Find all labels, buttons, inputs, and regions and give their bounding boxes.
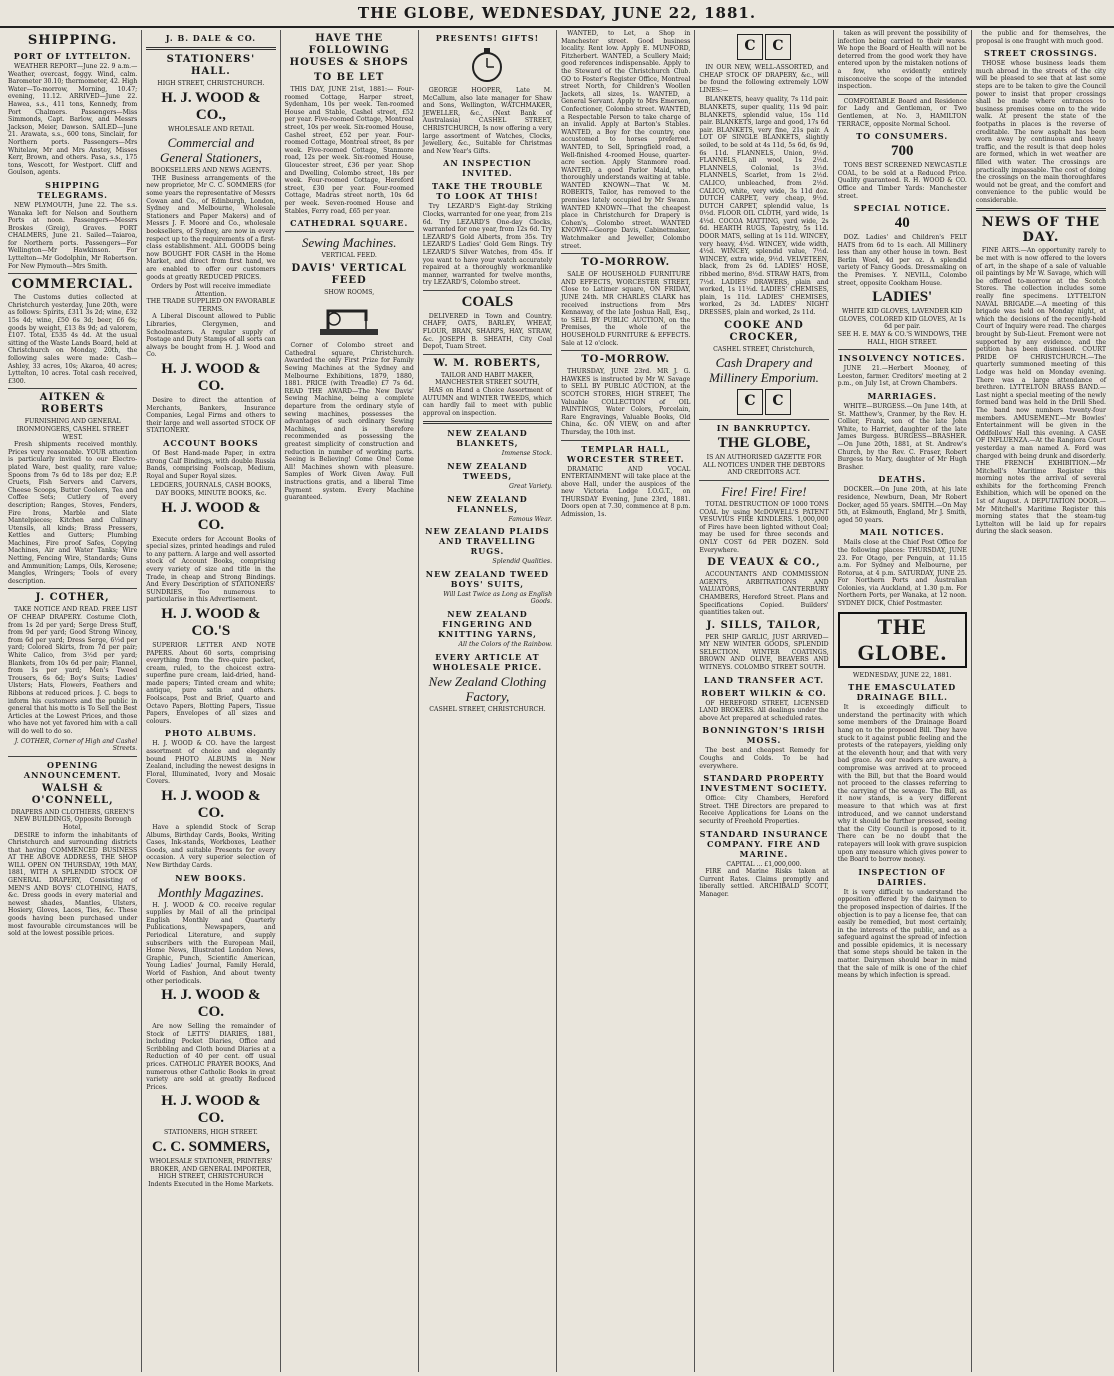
aitken-text: Fresh shipments received monthly. Prices very reasonable. YOUR attention is particularly invited to our Electro-plated Ware, best quality, rare value; Spoons from 7s 6d to 18s per doz; E.P. Cruets, Fish Servers and Carvers, Cheese Scoops, Butter Coolers, Tea and Coffee Sets; Cutlery of every description; Ranges, Stoves, Fenders, Fire Irons, Marble and Slate Mantelpieces; Kitchen and Culinary Utensils, all kinds; Brass Pressers, Kettles and Gutters; Plumbing Machines, Fire proof Safes, Copying Machines, Air and Water Tanks; Wire Netting, Fencing Wire, Standards; Guns and Ammunition; Lamps, Oils, Kerosene; Mangles, Wringers; Tools of every description. bbox=[8, 441, 138, 585]
booksellers-line: BOOKSELLERS AND NEWS AGENTS. bbox=[150, 167, 272, 175]
aitken-subheading: FURNISHING AND GENERAL IRONMONGERS, CASHEL STREET WEST. bbox=[16, 418, 129, 441]
showrooms-line: SHOW ROOMS, bbox=[324, 288, 375, 296]
houses-heading: HAVE THE FOLLOWING HOUSES & SHOPS bbox=[289, 33, 409, 68]
sills-heading: J. SILLS, TAILOR, bbox=[706, 619, 822, 631]
divider bbox=[561, 350, 690, 351]
roberts-subheading: TAILOR AND HABIT MAKER, MANCHESTER STREET SOUTH, bbox=[435, 371, 540, 387]
comfortable-board-ad: COMFORTABLE Board and Residence for Lady and Gentleman, or Two Gentlemen, at No. 3, HAMILTON TERRACE, opposite Normal School. bbox=[837, 97, 967, 128]
nz-plaids-heading: NEW ZEALAND PLAIDS AND TRAVELLING RUGS. bbox=[425, 526, 550, 557]
sewing-text: Corner of Colombo street and Cathedral square, Christchurch. Awarded the only First Prize for Family Sewing Machines at the Sydney and Melbourne Exhibitions, 1879, 1880, 1881. PRICE (with Treadle) £7 7s 6d. READ THE AWARD—The New Davis' Sewing Machine, being a complete departure from the ordinary style of sewing machines, possesses the advantages of such ordinary Sewing Machines, and is therefore recommended as possessing the greatest simplicity of construction and reduction in number of working parts. Seeing is Believing! Come One! Come All! Machines shown with pleasure. Samples of Work Given Away. Full instructions gratis, and a liberal Time Payment system. Every Machine guaranteed. bbox=[284, 342, 414, 502]
drainage-heading: THE EMASCULATED DRAINAGE BILL. bbox=[848, 682, 957, 703]
wood2-text: Desire to direct the attention of Merchants, Bankers, Insurance Companies, Legal Firms and others to their large and well assorted STOCK OF STATIONERY. bbox=[146, 397, 276, 435]
new-books-heading: NEW BOOKS. bbox=[175, 872, 247, 883]
walsh-text: DESIRE to inform the inhabitants of Christchurch and surrounding districts that having COMMENCED BUSINESS AT THE ABOVE ADDRESS, THE SHOP WILL OPEN ON THURSDAY, 19th MAY, 1881, WITH A SPLENDID STOCK OF GENERAL DRAPERY, Consisting of MEN'S AND BOYS' CLOTHING, HATS, &c. Dress goods in every material and newest shades, Mantles, Ulsters, Hosiery, Gloves, Laces, Ties, &c. These goods having been purchased under most favourable circumstances will be sold at the lowest possible prices. bbox=[8, 831, 138, 938]
divider bbox=[561, 440, 690, 441]
templar-hall-text: DRAMATIC AND VOCAL ENTERTAINMENT will take place at the above Hall, under the auspices of the new Victoria Lodge I.O.G.T., on THURSDAY Evening, June 23rd, 1881. Doors open at 7.30, commence at 8 p.m. Admission, 1s. bbox=[561, 465, 691, 519]
clothing-factory-heading: New Zealand Clothing Factory, bbox=[428, 673, 547, 704]
divider bbox=[285, 231, 414, 232]
wood7-subheading: STATIONERS, HIGH STREET. bbox=[164, 1129, 258, 1137]
sommers-heading: C. C. SOMMERS, bbox=[151, 1139, 270, 1156]
divider bbox=[838, 349, 967, 350]
opening-heading: OPENING ANNOUNCEMENT. bbox=[23, 759, 122, 780]
wanted-text: WANTED, to Let, a Shop in Manchester street. Good business locality. Rent low. Apply E. MUNFORD, Fitzherbert. WANTED, a Scullery Maid; good references indispensable. Apply to the Steward of the Christchurch Club. GO to Foster's Register Office, Montreal street North, for Children's Woollen Jackets, all sizes, 1s. WANTED, a General Servant. Apply to Mrs Emerson, Confectioner, Colombo street. WANTED, a Respectable Person to take charge of an invalid. Apply at Barton's Stables. WANTED, a Boy for the country, one accustomed to horses preferred. WANTED, to Sell, Springfield road, a Well-finished 4-roomed House, quarter-acre section. Apply Stanmore road. WANTED, a good Parlor Maid, who thoroughly understands waiting at table. WANTED KNOWN—That W. M. ROBERTS, Tailor, has removed to the premises lately occupied by Mr Swann. WANTED KNOWN—That the cheapest place in Christchurch for Drapery is Cohen's, Colombo street. WANTED KNOWN—George Davis, Cabinetmaker, Watchmaker and Jeweller, Colombo street. bbox=[561, 30, 691, 250]
drainage-text: It is exceedingly difficult to understand the pertinacity with which some members of the Drainage Board hang on to the proposed Bill. They have stuck to it against public feeling and the protests of the ratepayers, yielding only at the eleventh hour, and that with very bad grace. As our readers are aware, a compromise was arrived at to proceed with the Bill, but that the Board would not proceed to the classes referring to the carrying of the sewage. The Bill, as it now stands, is a very different measure to that which was at first introduced, and we cannot understand why it should be further pressed, seeing that the City Council is opposed to it. There can be no doubt that the ratepayers will look with grave suspicion upon any measure which gives power to the Board to borrow money. bbox=[837, 704, 967, 864]
sommers-subheading: WHOLESALE STATIONER, PRINTERS' BROKER, AND GENERAL IMPORTER, HIGH STREET, CHRISTCHURCH bbox=[149, 1158, 273, 1181]
commercial-heading: COMMERCIAL. bbox=[11, 277, 134, 293]
nz-boys-suits-heading: NEW ZEALAND TWEED BOYS' SUITS, bbox=[425, 568, 550, 589]
divider bbox=[561, 253, 690, 254]
vertical-feed-line: VERTICAL FEED. bbox=[321, 252, 377, 260]
nz-blankets-sub: Immense Stock. bbox=[501, 450, 553, 458]
cother-text: TAKE NOTICE AND READ. FREE LIST OF CHEAP DRAPERY. Costume Cloth, from 1s 2d per yard; Serge Dress Stuff, from 9d per yard; Good Strong Wincey, from 6d per yard; Dress Serge, 6½d per yard; Colored Skirts, from 7d per pair; White Calico, from 3½d per yard; Blankets, from 10s 6d per pair; Flannel, from 1s per yard; Men's Tweed Trousers, 6s 6d; Boy's Suits; Ladies' Ulsters; Hats, Flowers, Feathers and Ribbons at reduced prices. J. C. begs to inform his customers and the public in general that his motto is To Sell the Best Articles at the Lowest Prices, and those who have not yet favored him with a call will do well to do so. bbox=[8, 606, 138, 735]
wood5-heading: H. J. WOOD & CO. bbox=[161, 788, 261, 821]
divider bbox=[699, 419, 828, 420]
cc-logo-letter: C bbox=[765, 389, 791, 415]
insolvency-text: JUNE 21.—Herbert Mooney, of Leeston, farmer. Creditors' meeting at 2 p.m., on July 1st, at Crown Chambers. bbox=[837, 365, 967, 388]
globe-title: THE GLOBE. bbox=[838, 612, 967, 668]
sewing-machines-heading: Sewing Machines. bbox=[301, 235, 397, 251]
columns bbox=[4, 30, 1110, 1372]
hooper-text: GEORGE HOOPER, Late M. McCallum, also late manager for Shaw and Sons, Wellington, WATCHMAKER, JEWELLER, &c., (Next Bank of Australasia) CASHEL STREET, CHRISTCHURCH, Is now offering a very large assortment of Watches, Clocks, Jewellery, &c., Suitable for Christmas and New Year's Gifts. bbox=[422, 87, 553, 155]
taken-text: taken as will prevent the possibility of infection being carried to their wares. We hope the Board of Health will not be deterred from the good work they have entered upon by the mistaken notions of a few, who evidently entirely misconceive the scope of the intended inspection. bbox=[837, 30, 967, 91]
to-be-let-heading: TO BE LET bbox=[314, 72, 385, 83]
column-3 bbox=[281, 30, 419, 1372]
templar-hall-heading: TEMPLAR HALL, WORCESTER STREET. bbox=[566, 443, 685, 464]
cc-logo-letter: C bbox=[737, 34, 763, 60]
wood5-text: Have a splendid Stock of Scrap Albums, Birthday Cards, Books, Writing Cases, Ink-stands, Workboxes, Leather Goods, and suitable Presents for every occasion. A very superior selection of New Birthday Cards. bbox=[146, 824, 276, 869]
divider bbox=[838, 94, 967, 95]
trade-text: A Liberal Discount allowed to Public Libraries, Clergymen, and Schoolmasters. A regular supply of Postage and Duty Stamps of all sorts can always be bought from H. J. Wood and Co. bbox=[146, 313, 276, 359]
dairies-text: It is very difficult to understand the opposition offered by the dairymen to the proposed inspection of dairies. If the objection is to pay a license fee, that can easily be remedied, but most certainly, in the interests of the public, and as a safeguard against the spread of infection and possible epidemics, it is necessary that some steps should be taken in the matter. Dairymen should bear in mind that the sale of milk is one of the chief means by which infection is spread. bbox=[837, 888, 967, 980]
commercial-text: The Customs duties collected at Christchurch yesterday, June 20th, were as follows: Spirits, £311 3s 2d; wine, £32 15s 4d; wine, £50 6s 3d; beer, £6 6s; goods by weight, £13 8s 9d; ad valorem, £107. Total, £535 4s 4d. At the usual sitting of the Waste Lands Board, held at Christchurch on Monday, 20th, the following sales were made: Cash—Ashley, 33 acres, 10s; Akaroa, 40 acres; Lyttelton, 10 acres. Total cash received, £300. bbox=[8, 294, 138, 385]
new-stock-intro: IN OUR NEW, WELL-ASSORTED, and CHEAP STOCK OF DRAPERY, &c., will be found the following extremely LOW LINES:— bbox=[699, 64, 829, 94]
shipping-heading: SHIPPING. bbox=[27, 33, 118, 48]
wood6-heading: H. J. WOOD & CO. bbox=[161, 987, 261, 1021]
photo-albums-text: H. J. WOOD & CO. have the largest assortment of choice and elegantly bound PHOTO ALBUMS in New Zealand, including the newest designs in Floral, Illuminated, Ivory and Mosaic Covers. bbox=[146, 740, 276, 786]
nz-yarns-sub: All the Colors of the Rainbow. bbox=[458, 640, 553, 648]
sewing-machine-illustration bbox=[285, 299, 414, 339]
stationers-address: HIGH STREET, CHRISTCHURCH. bbox=[157, 80, 265, 87]
divider bbox=[976, 208, 1106, 211]
divider bbox=[146, 47, 275, 50]
column-7 bbox=[834, 30, 972, 1372]
wood4-text: SUPERIOR LETTER AND NOTE PAPERS. About 60 sorts, comprising everything from the five-quire packet, cream, ruled, to the choicest extra-superfine pure cream, laid-dried, hand-made papers; Tinted cream and white; antique, pure satin and others. Foolscaps, Post and Brief, Quarto and Octavo Papers, Blotting Papers, Tissue Papers, Envelopes of all sizes and colours. bbox=[146, 641, 276, 725]
street-crossings-text: THOSE whose business leads them much abroad in the streets of the city will be pleased to see that at last some steps are to be taken to give the Council power to insist that proper crossings shall be made where entrances to business premises come on to the wide walk. At present the state of the footpaths in places is the reverse of creditable. The new asphalt has been worn away by continuous and heavy traffic, and the result is that deep holes are formed, which in wet weather are filled with water. The crossings are practically impassable. The cost of doing the crossings on the main thoroughfares would not be great, and the comfort and convenience to the public would be considerable. bbox=[975, 60, 1106, 204]
mail-notices-heading: MAIL NOTICES. bbox=[859, 527, 945, 538]
news-of-the-day-text: FINE ARTS.—An opportunity rarely to be met with is now offered to the lovers of art, in the shape of a sale of valuable oil paintings by Mr W. Savage, which will be offered to-morrow at the Scotch Stores. The collection includes some really fine specimens. LYTTELTON NAVAL BRIGADE.—A meeting of this brigade was held on Monday night, at which the decisions of the recently-held Court of Inquiry were read. The charges brought by Sub-Lieut. Fremont were not supported by any evidence, and the petition has been dismissed. COURT PRIDE OF CHRISTCHURCH.—The quarterly summoned meeting of this Lodge was held on Monday evening. There was a large attendance of brethren. LYTTELTON BRASS BAND.—Last night a special meeting of the newly formed band was held in the Drill Shed. The band now numbers twenty-four members. AMUSEMENT.—Mr Bowles' Entertainment will be given in the Oddfellows' Hall this evening. A CASE OF INFLUENZA.—At the Rangiora Court yesterday a man named A. Ford was charged with being drunk and disorderly. THE FRENCH EXHIBITION.—Mr Mitchell's Maritime Register this morning notes the arrival of several exhibits for the forthcoming French Exhibition, which will be opened on the 1st of August. A DEPUTATION DOOR.—Mr Mitchell's Maritime Register this morning states that the steam-tug Lyttelton will be laid up for repairs during the slack season. bbox=[975, 247, 1106, 536]
to-morrow-2-heading: TO-MORROW. bbox=[581, 354, 671, 366]
every-article-line: EVERY ARTICLE AT WHOLESALE PRICE. bbox=[432, 651, 543, 672]
inspection-invited: AN INSPECTION INVITED. bbox=[443, 158, 532, 179]
presents-heading: PRESENTS! GIFTS! bbox=[435, 33, 540, 43]
masthead: THE GLOBE, WEDNESDAY, JUNE 22, 1881. bbox=[0, 4, 1114, 28]
coals-text: DELIVERED in Town and Country. CHAFF, OATS, BARLEY, WHEAT, FLOUR, BRAN, SHARPS, HAY, STRAW, &c. JOSEPH B. SHEATH, City Coal Depot, Tuam Street. bbox=[422, 312, 553, 351]
monthly-magazines-heading: Monthly Magazines. bbox=[157, 884, 264, 900]
nz-tweeds-heading: NEW ZEALAND TWEEDS, bbox=[447, 461, 528, 481]
lazarus-text: Try LEZARD'S Eight-day Striking Clocks, warranted for one year, from 21s 6d. Try LEZARD'S One-day Clocks, warranted for one year, from 12s 6d. Try LEZARD'S Gold Alberts, from 35s. Try LEZARD'S Ladies' Gold Gem Rings. Try LEZARD'S Silver Watches, from 45s. If you want to have your watch accurately repaired at a thoroughly workmanlike manner, warranted for twelve months, try LEZARD'S, Colombo street. bbox=[422, 203, 553, 287]
tons-number: 700 bbox=[890, 143, 914, 160]
fire-text: TOTAL DESTRUCTION OF 1000 TONS COAL by using McDOWELL'S PATENT VESUVIUS FIRE KINDLERS. 1,000,000 of Fires have been lighted without Coal; may be used for three seconds and ONLY COST 6d PER DOZEN. Sold Everywhere. bbox=[699, 500, 829, 554]
mail-notices-text: Mails close at the Chief Post Office for the following places: THURSDAY, JUNE 23. For Otago, per Penguin, at 11.15 a.m. For Sydney and Melbourne, per Rotorua, at 4 p.m. SATURDAY, JUNE 25. For Northern Ports and Australian Colonies, via Auckland, at 1.30 p.m. For Northern Ports, per Wanaka, at 12 noon. SYDNEY DICK, Chief Postmaster. bbox=[837, 539, 967, 608]
davis-heading: DAVIS' VERTICAL FEED bbox=[291, 262, 407, 286]
cother-heading: J. COTHER, bbox=[35, 592, 110, 604]
nz-plaids-sub: Splendid Qualities. bbox=[492, 558, 553, 566]
drapery-emporium-heading: Cash Drapery and Millinery Emporium. bbox=[709, 355, 819, 386]
wood-heading: H. J. WOOD & CO., bbox=[161, 89, 261, 123]
cashel-street-line: CASHEL STREET, CHRISTCHURCH. bbox=[429, 705, 546, 713]
nz-blankets-heading: NEW ZEALAND BLANKETS, bbox=[447, 428, 528, 449]
roberts-heading: W. M. ROBERTS, bbox=[433, 357, 542, 369]
nz-flannels-sub: Famous Wear. bbox=[508, 515, 553, 523]
sommers-text: Indents Executed in the Home Markets. bbox=[148, 1180, 274, 1188]
column-5 bbox=[557, 30, 695, 1372]
marriages-heading: MARRIAGES. bbox=[867, 391, 937, 401]
sills-text: PER SHIP GARLIC, JUST ARRIVED—MY NEW WINTER GOODS, SPLENDID SELECTION. WINTER COATINGS, BROWN AND OLIVE, BEAVERS AND WITNEYS. COLOMBO STREET SOUTH. bbox=[699, 633, 829, 672]
standard-property-heading: STANDARD PROPERTY INVESTMENT SOCIETY. bbox=[700, 773, 828, 794]
forty-number: 40 bbox=[894, 215, 910, 232]
account-books-heading: ACCOUNT BOOKS bbox=[163, 438, 259, 448]
fire-heading: Fire! Fire! Fire! bbox=[721, 483, 807, 499]
to-morrow-heading: TO-MORROW. bbox=[581, 257, 671, 269]
wood-text: THE Business arrangements of the new proprietor, Mr C. C. SOMMERS (for some years the representative of Messrs Cowan and Co., of Edinburgh, London, Sydney and Melbourne, Wholesale Stationers and Paper Makers) and of Messrs J. F. Moore and Co., wholesale booksellers, of Sydney, are now in every respect up to the requirements of a first-class establishment. ALL GOODS being now BOUGHT FOR CASH in the Home Market, and direct from first hand, we are enabled to offer our customers goods at greatly REDUCED PRICES. bbox=[146, 174, 276, 281]
devaux-text: ACCOUNTANTS AND COMMISSION AGENTS, ARBITRATIONS AND VALUATORS, CANTERBURY CHAMBERS, Hereford Street. Plans and Specifications Copied. Builders' quantities taken out. bbox=[699, 571, 829, 617]
to-morrow-2-text: THURSDAY, JUNE 23rd. MR J. G. HAWKES is instructed by Mr W. Savage to SELL BY PUBLIC AUCTION, at the SCOTCH STORES, HIGH STREET, The Valuable COLLECTION of OIL PAINTINGS, Water Colors, Porcelain, Rare Engravings, Valuable Books, Old China, &c. ON VIEW, on and after Thursday, the 10th inst. bbox=[561, 368, 691, 436]
ledgers-line: LEDGERS, JOURNALS, CASH BOOKS, DAY BOOKS, MINUTE BOOKS, &c. bbox=[150, 482, 272, 497]
coal-text: TONS BEST SCREENED NEWCASTLE COAL, to be sold at a Reduced Price. Quality guaranteed. R. H. WOOD & CO. Office and Timber Yards: Manchester street. bbox=[837, 162, 967, 200]
column-2 bbox=[142, 30, 280, 1372]
deaths-text: DOCKER.—On June 20th, at his late residence, Newburn, Dean, Mr Robert Docker, aged 55 years. SMITH.—On May 5th, at Eskmouth, England, Mr J. Smith, aged 50 years. bbox=[837, 486, 967, 524]
inspection-text: the public and for themselves, the proposal is one fraught with much good. bbox=[975, 30, 1106, 45]
lazarus-heading: TAKE THE TROUBLE TO LOOK AT THIS! bbox=[431, 181, 543, 202]
ladies-heading: LADIES' bbox=[872, 289, 933, 306]
gloves-line: WHITE KID GLOVES, LAVENDER KID GLOVES, COLORED KID GLOVES, At 1s 6d per pair. bbox=[838, 308, 966, 331]
cooke-heading: COOKE AND CROCKER, bbox=[724, 319, 804, 343]
houses-text: THIS DAY, JUNE 21st, 1881:— Four-roomed Cottage, Harper street, Sydenham, 10s per week. Ten-roomed House and Stable, Cashel street, £52 per year. Five-roomed Cottage, Montreal street, 10s per week. Six-roomed House, Cashel street, £52 per year. Four-roomed Cottage, Montreal street, 8s per week. Five-roomed Cottage, Stanmore road, 12s per week. Six-roomed House, Gloucester street, £36 per year. Shop and Dwelling, Colombo street, 18s per week. Four-roomed Cottage, Hereford street, £30 per year. Four-roomed Cottage, Madras street north, 10s 6d per week. Seven-roomed House and Stables, Ferry road, £65 per year. bbox=[284, 86, 414, 215]
watch-illustration bbox=[423, 45, 552, 85]
cc-logo-letter: C bbox=[765, 34, 791, 60]
cc-logo bbox=[699, 34, 828, 60]
divider bbox=[8, 273, 137, 274]
pocket-watch-icon bbox=[467, 45, 507, 85]
aitken-heading: AITKEN & ROBERTS bbox=[39, 392, 106, 416]
dateline: WEDNESDAY, JUNE 22, 1881. bbox=[852, 670, 952, 679]
divider bbox=[8, 756, 137, 757]
column-1 bbox=[4, 30, 142, 1372]
wood-subheading: WHOLESALE AND RETAIL bbox=[168, 125, 254, 133]
commercial-stationers-heading: Commercial and General Stationers, bbox=[159, 135, 262, 166]
to-morrow-text: SALE OF HOUSEHOLD FURNITURE AND EFFECTS, WORCESTER STREET, Close to Latimer square, ON FRIDAY, JUNE 24th. MR CHARLES CLARK has received instructions from Mrs Kennaway, of the late Joshua Hall, Esq., to SELL BY PUBLIC AUCTION, on the Premises, the whole of the HOUSEHOLD FURNITURE & EFFECTS. Sale at 12 o'clock. bbox=[561, 271, 691, 347]
divider bbox=[423, 354, 552, 355]
cathedral-square-line: CATHEDRAL SQUARE. bbox=[290, 218, 409, 229]
standard-property-text: Office: City Chambers, Hereford Street. THE Directors are prepared to Receive Applications for Loans on the security of Freehold Properties. bbox=[699, 795, 829, 825]
photo-albums-heading: PHOTO ALBUMS. bbox=[164, 728, 257, 739]
divider bbox=[8, 588, 137, 589]
dairies-heading: INSPECTION OF DAIRIES. bbox=[858, 866, 947, 887]
nz-boys-suits-sub: Will Last Twice as Long as English Goods. bbox=[443, 590, 553, 606]
devaux-heading: DE VEAUX & CO., bbox=[707, 557, 821, 569]
marriages-text: WHITE—BURGESS.—On June 14th, at St. Matthew's, Cranmer, by the Rev. H. Collier, Frank, son of the late John White, to Harriet, daughter of the late James Burgess. BURGESS—BRASHER.—On June 20th, 1881, at St. Andrew's Church, by the Rev. C. Fraser, Robert Burgess to Mary, daughter of Mr Hugh Brasher. bbox=[837, 403, 967, 471]
bonnington-text: The best and cheapest Remedy for Coughs and Colds. To be had everywhere. bbox=[699, 747, 829, 770]
cother-signature: J. COTHER, Corner of High and Cashel Streets. bbox=[14, 737, 138, 753]
insolvency-heading: INSOLVENCY NOTICES. bbox=[838, 353, 966, 364]
monthly-magazines-text: H. J. WOOD & CO. receive regular supplies by Mail of all the principal English Monthly and Quarterly Publications, Newspapers, and Periodical Literature, and supply subscribers with the European Mail, Home News, Illustrated London News, Graphic, Punch, Scientific American, Young Ladies' Journal, Family Herald, World of Fashion, And about twenty other periodicals. bbox=[146, 901, 276, 985]
wood2-heading: H. J. WOOD & CO. bbox=[161, 361, 261, 395]
bankruptcy-heading: IN BANKRUPTCY. bbox=[716, 423, 812, 434]
wilkin-text: OF HEREFORD STREET, LICENSED LAND BROKERS. All dealings under the above Act prepared at scheduled rates. bbox=[699, 699, 829, 722]
land-transfer-heading: LAND TRANSFER ACT. bbox=[703, 674, 825, 685]
divider bbox=[423, 421, 552, 424]
wilkin-heading: ROBERT WILKIN & CO. bbox=[701, 687, 827, 698]
telegrams-text: NEW PLYMOUTH, June 22. The s.s. Wanaka left for Nelson and Southern Ports at noon. Passengers—Messrs Broskes (Greig), Graves. PORT CHALMERS, June 21. Sailed—Taiaroa, for Northern ports. Passengers—For Wellington—Mr Hawkinson. For Lyttelton—Mr Godolphin, Mr Robertson. For New Plymouth—Mrs Smith. bbox=[8, 201, 138, 270]
walsh-heading: WALSH & O'CONNELL, bbox=[31, 782, 114, 806]
cooke-subheading: CASHEL STREET, Christchurch, bbox=[713, 345, 815, 353]
forty-text: DOZ. Ladies' and Children's FELT HATS from 6d to 1s each. All Millinery less than any other house in town. Best Berlin Wool, 4d per oz. A splendid variety of Fancy Goods. Dressmaking on the Premises. Y. NEVILL, Colombo street, opposite Cookham House. bbox=[837, 234, 967, 287]
roberts-text: HAS on Hand a Choice Assortment of AUTUMN and WINTER TWEEDS, which can hardly fail to meet with public approval on inspection. bbox=[422, 387, 553, 417]
standard-insurance-text: FIRE and Marine Risks taken at Current Rates. Claims promptly and liberally settled. ARCHIBALD SCOTT, Manager. bbox=[699, 868, 829, 898]
dale-heading: J. B. DALE & CO. bbox=[165, 33, 257, 43]
capital-line: CAPITAL ... £1,000,000. bbox=[726, 860, 802, 868]
divider bbox=[8, 388, 137, 389]
cc-logo bbox=[699, 389, 828, 415]
port-heading: PORT OF LYTTELTON. bbox=[13, 51, 132, 61]
shipping-text: WEATHER REPORT—June 22. 9 a.m.—Weather, overcast, foggy. Wind, calm. Barometer 30.10; thermometer, 42. High Water—To-morrow, Morning, 10.47; evening, 11.12. ARRIVED—June 22. Hawea, s.s., 411 tons, Kennedy, from Port Chalmers. Passengers—Miss Simmonds, Capt. Barlow, and Messrs Jackson, Meier, Dawson. SAILED—June 21. Arawata, s.s., 600 tons, Sinclair, for Northern ports. Passengers—Mrs Whitelaw, Mr and Mrs Anstey, Misses Kerr, Brown, and others. Pasa, s.s., 175 tons, Wescott, for Westport. Cliff and Goulson, agents. bbox=[8, 63, 138, 177]
column-4 bbox=[419, 30, 557, 1372]
cc-logo-letter: C bbox=[737, 389, 763, 415]
nz-yarns-heading: NEW ZEALAND FINGERING AND KNITTING YARNS, bbox=[437, 608, 537, 639]
deaths-heading: DEATHS. bbox=[878, 474, 927, 485]
wood7-heading: H. J. WOOD & CO. bbox=[161, 1093, 261, 1127]
nz-flannels-heading: NEW ZEALAND FLANNELS, bbox=[447, 493, 528, 514]
news-of-the-day-heading: NEWS OF THE DAY. bbox=[981, 215, 1101, 246]
sewing-machine-icon bbox=[314, 299, 384, 339]
standard-insurance-heading: STANDARD INSURANCE COMPANY. FIRE AND MARINE. bbox=[699, 828, 829, 859]
coals-heading: COALS bbox=[461, 293, 514, 310]
divider bbox=[423, 290, 552, 291]
telegrams-heading: SHIPPING TELEGRAMS. bbox=[37, 179, 108, 200]
wood4-heading: H. J. WOOD & CO.'S bbox=[161, 605, 261, 639]
wood3-text: Execute orders for Account Books of special sizes, printed headings and ruled to any pattern. A large and well assorted stock of Account Books, comprising every variety of size and title in the Trade, in cheap and Strong Bindings. And Every Description of STATIONERS' SUNDRIES, Too numerous to particularise in this Advertisement. bbox=[146, 535, 276, 604]
stationers-hall-heading: STATIONERS' HALL. bbox=[166, 54, 256, 77]
authorised-gazette: IS AN AUTHORISED GAZETTE FOR ALL NOTICES UNDER THE DEBTORS AND CREDITORS ACT. bbox=[702, 454, 825, 477]
column-8 bbox=[972, 30, 1110, 1372]
trade-line: THE TRADE SUPPLIED ON FAVORABLE TERMS. bbox=[146, 298, 276, 313]
hall-line: SEE H. E. MAY & CO.'S WINDOWS, THE HALL, HIGH STREET. bbox=[837, 331, 967, 346]
consumers-heading: TO CONSUMERS. bbox=[856, 131, 949, 142]
nz-tweeds-sub: Great Variety. bbox=[509, 483, 553, 490]
wood3-heading: H. J. WOOD & CO. bbox=[161, 499, 261, 533]
globe-small-heading: THE GLOBE, bbox=[717, 435, 811, 452]
divider bbox=[699, 480, 828, 481]
wood6-text: Are now Selling the remainder of Stock of LETTS' DIARIES, 1881, including Pocket Diaries, Office and Scribbling and Cloth bound Diaries at a Reduction of 40 per cent. off usual prices. CATHOLIC PRAYER BOOKS, And numerous other Catholic Books in great variety are sold at greatly Reduced Prices. bbox=[146, 1023, 276, 1091]
street-crossings-heading: STREET CROSSINGS. bbox=[984, 48, 1098, 59]
special-notice-heading: SPECIAL NOTICE. bbox=[853, 203, 951, 214]
orders-line: Orders by Post will receive immediate Attention. bbox=[151, 283, 271, 298]
bonnington-heading: BONNINGTON'S IRISH MOSS. bbox=[702, 725, 826, 746]
stock-lines: BLANKETS, heavy quality, 7s 11d pair. BLANKETS, super quality, 11s 9d pair. BLANKETS, splendid value, 15s 11d pair. BLANKETS, large and good, 17s 6d pair. BLANKETS, very fine, 21s pair. A LOT OF SINGLE BLANKETS, slightly soiled, to be sold at 4s 11d, 5s 6d, 6s 9d, 6s 11d. FLANNELS, Union, 9½d. FLANNELS, all wool, 1s 2½d. FLANNELS, Colonial, 1s 3½d. FLANNELS, Scarlet, from 1s 2½d. CALICO, unbleached, from 2½d. CALICO, white, very wide, 3s 11d doz. DUTCH CARPET, very cheap, 9½d. DUTCH CARPET, splendid value, 1s 0½d. FLOOR OIL CLOTH, yard wide, 1s 4½d. COCOA MATTING, yard wide, 2s 6d. HEARTH RUGS, Tapestry, 5s 11d. DOOR MATS, selling at 1s 11d. WINCEY, very heavy, 4½d. WINCEY, wide width, 4½d. WINCEY, splendid value, 7½d. WINCEY, extra wide, 9½d. VELVETEEN, black, from 2s 6d. LADIES' HOSE, ribbed merino, 8½d. STRAW HATS, from 7½d. LADIES' DRAWERS, plain and worked, 1s 11½d. LADIES' CHEMISES, plain, 1s 11d. LADIES' CHEMISES, worked, 2s 3d. LADIES' NIGHT DRESSES, plain and worked, 2s 11d. bbox=[699, 96, 829, 316]
column-6 bbox=[695, 30, 833, 1372]
walsh-subheading: DRAPERS AND CLOTHIERS, GREEN'S NEW BUILDINGS, Opposite Borough Hotel, bbox=[10, 808, 135, 831]
account-books-text: Of Best Hand-made Paper, in extra strong Calf Bindings, with double Russia Bands, comprising Foolscap, Medium, Royal and Super Royal sizes. bbox=[146, 450, 276, 480]
